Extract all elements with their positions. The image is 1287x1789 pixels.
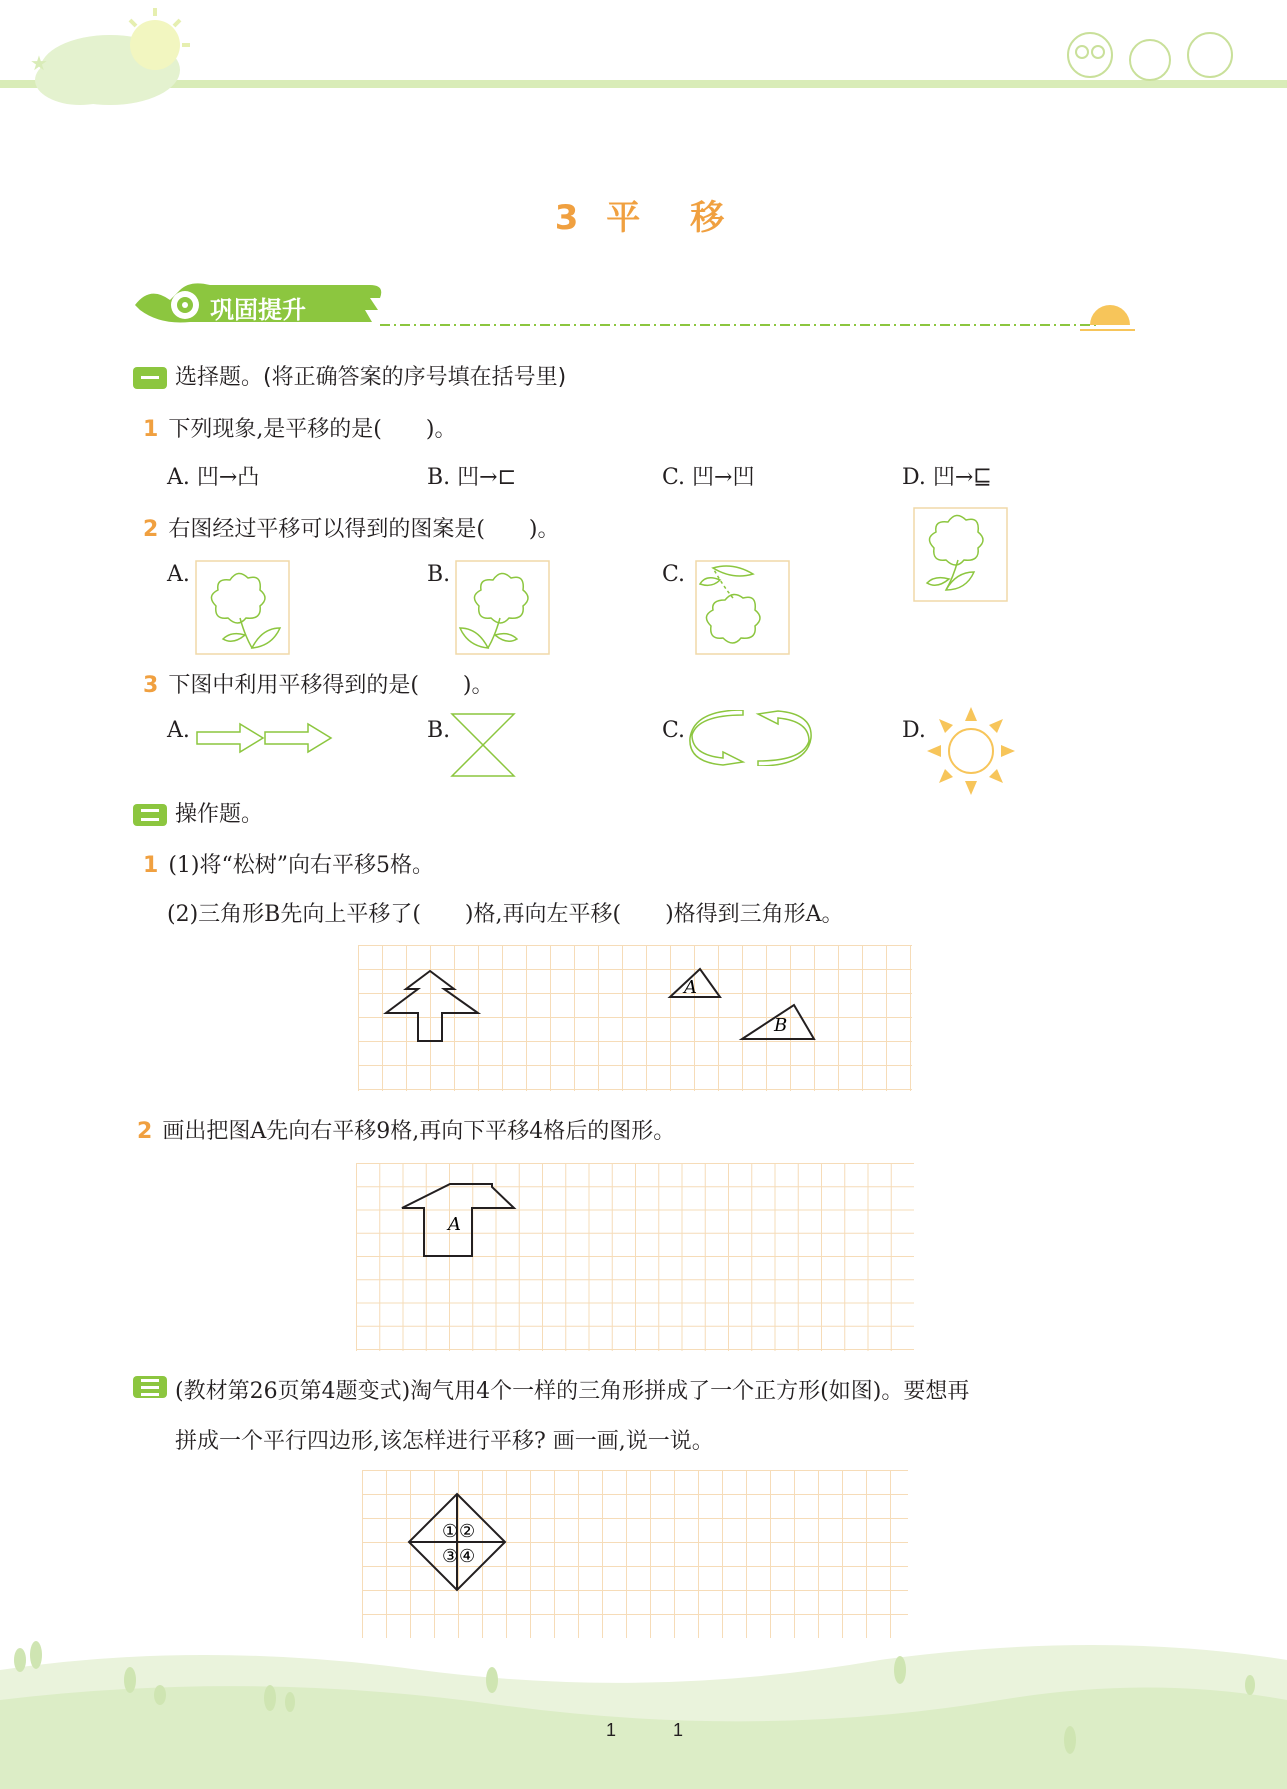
flower-icon-a <box>195 560 290 655</box>
q1-3: 3 下图中利用平移得到的是( )。 <box>143 673 494 698</box>
sun-rays-icon <box>925 705 1017 797</box>
grid-q2-2 <box>356 1163 914 1351</box>
triangle-label-3: ③ <box>442 1546 459 1567</box>
section3-badge <box>133 1376 167 1398</box>
q1-3-option-b: B. <box>427 718 451 743</box>
page-title: 3 平 移 <box>554 198 733 238</box>
flower-icon-b <box>455 560 550 655</box>
grid-section3 <box>362 1470 908 1638</box>
triangle-label-1: ① <box>442 1521 459 1542</box>
q1-2-option-b: B. <box>427 562 451 587</box>
square-of-triangles <box>409 1494 505 1590</box>
triangle-a-label: A <box>684 977 697 998</box>
q1-1-option-b: B. 凹→⊏ <box>427 465 517 490</box>
section3-line2: 拼成一个平行四边形,该怎样进行平移? 画一画,说一说。 <box>175 1429 714 1454</box>
q1-2-option-a: A. <box>167 562 190 587</box>
svg-text:★: ★ <box>30 51 48 75</box>
q1-3-option-d: D. <box>902 718 926 743</box>
sun-icon <box>130 20 180 70</box>
q1-2: 2 右图经过平移可以得到的图案是( )。 <box>143 517 560 542</box>
triangle-label-4: ④ <box>459 1546 476 1567</box>
flower-icon-reference <box>913 507 1008 602</box>
q2-1-part2: (2)三角形B先向上平移了( )格,再向左平移( )格得到三角形A。 <box>167 902 844 927</box>
footer-hills-decoration <box>0 1630 1287 1789</box>
hourglass-icon <box>450 712 516 778</box>
triangle-b-label: B <box>774 1015 788 1036</box>
q1-1-option-c: C. 凹→凹 <box>662 465 755 490</box>
page-number-left: 1 <box>606 1720 617 1740</box>
q1-1: 1 下列现象,是平移的是( )。 <box>143 417 457 442</box>
flower-icon-c <box>695 560 790 655</box>
page-number-right: 1 <box>673 1720 684 1740</box>
q2-1-part1: 1 (1)将“松树”向右平移5格。 <box>143 853 434 878</box>
q1-2-option-c: C. <box>662 562 686 587</box>
section3-line1: (教材第26页第4题变式)淘气用4个一样的三角形拼成了一个正方形(如图)。要想再 <box>175 1379 970 1404</box>
q1-3-option-c: C. <box>662 718 686 743</box>
q1-1-option-d: D. 凹→⊑ <box>902 465 992 490</box>
section2-heading: 操作题。 <box>133 797 263 828</box>
triangle-label-2: ② <box>459 1521 476 1542</box>
pine-tree-shape <box>386 971 478 1041</box>
arrows-icon <box>195 720 335 756</box>
q1-1-option-a: A. 凹→凸 <box>167 465 260 490</box>
shape-a-label: A <box>448 1214 461 1235</box>
header-decoration <box>0 0 1287 120</box>
section1-badge <box>133 367 167 389</box>
section1-heading: 选择题。(将正确答案的序号填在括号里) <box>133 360 566 391</box>
banner-title: 巩固提升 <box>210 296 306 324</box>
section3-badge-wrap <box>133 1374 175 1399</box>
rotating-arrows-icon <box>688 710 813 766</box>
section2-badge <box>133 804 167 826</box>
q2-2: 2 画出把图A先向右平移9格,再向下平移4格后的图形。 <box>137 1119 676 1144</box>
animal-faces-icon <box>1068 33 1232 80</box>
grid-q2-1 <box>358 945 912 1091</box>
q1-3-option-a: A. <box>167 718 190 743</box>
